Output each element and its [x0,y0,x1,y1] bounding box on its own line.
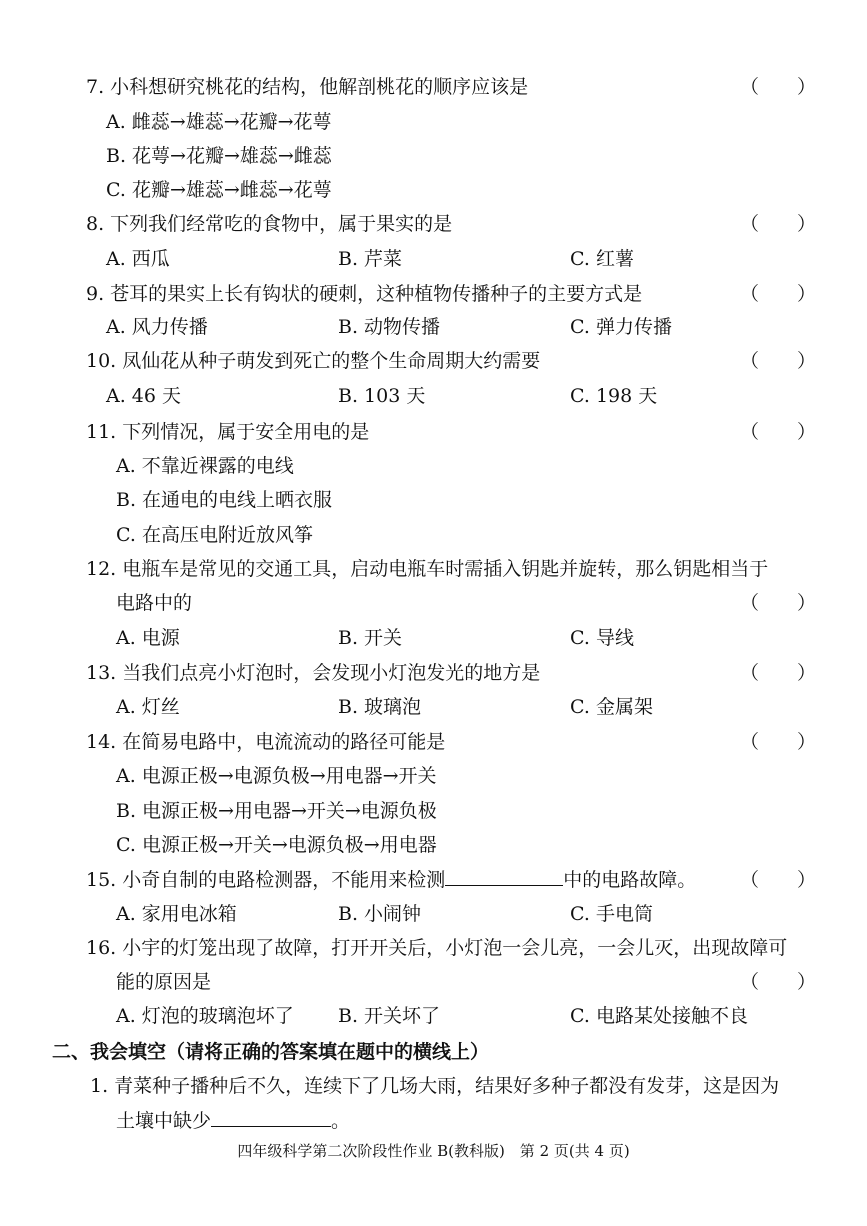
fill-question-1-line-2 [116,1107,350,1135]
question-11-option-c: C. 在高压电附近放风筝 [116,524,313,546]
page-footer: 四年级科学第二次阶段性作业 B(教科版) 第 2 页(共 4 页) [237,1142,630,1160]
question-15-option-c: C. 手电筒 [570,903,653,925]
question-13-stem: 13. 当我们点亮小灯泡时，会发现小灯泡发光的地方是 [86,662,541,684]
question-14-answer-bracket[interactable]: （ ） [740,731,817,753]
question-10-option-c: C. 198 天 [570,385,658,407]
question-14-option-c: C. 电源正极→开关→电源负极→用电器 [116,834,437,856]
question-10-option-a: A. 46 天 [106,385,182,407]
question-14-option-a: A. 电源正极→电源负极→用电器→开关 [116,765,437,787]
question-9-stem: 9. 苍耳的果实上长有钩状的硬刺，这种植物传播种子的主要方式是 [86,283,643,305]
question-7-option-b: B. 花萼→花瓣→雄蕊→雌蕊 [106,145,332,167]
question-13-option-b: B. 玻璃泡 [338,696,422,718]
question-12-option-b: B. 开关 [338,627,403,649]
question-10-answer-bracket[interactable]: （ ） [740,350,817,372]
question-7-answer-bracket[interactable]: （ ） [740,76,817,98]
question-13-answer-bracket[interactable]: （ ） [740,662,817,684]
question-15-stem [86,866,696,894]
question-8-answer-bracket[interactable]: （ ） [740,213,817,235]
question-11-option-a: A. 不靠近裸露的电线 [116,455,294,477]
question-15-stem-after: 中的电路故障。 [563,869,697,891]
question-9-option-c: C. 弹力传播 [570,316,672,338]
question-9-option-b: B. 动物传播 [338,316,441,338]
question-14-option-b: B. 电源正极→用电器→开关→电源负极 [116,800,437,822]
fill-question-1-line-1: 1. 青菜种子播种后不久，连续下了几场大雨，结果好多种子都没有发芽，这是因为 [90,1075,780,1097]
fill-question-1-answer-blank[interactable] [211,1108,331,1127]
question-15-answer-blank[interactable] [445,867,563,886]
question-16-option-c: C. 电路某处接触不良 [570,1005,748,1027]
question-16-stem-continued: 能的原因是 [116,971,212,993]
question-12-stem-continued: 电路中的 [116,592,193,614]
question-14-stem: 14. 在简易电路中，电流流动的路径可能是 [86,731,446,753]
question-16-option-b: B. 开关坏了 [338,1005,441,1027]
question-15-option-b: B. 小闹钟 [338,903,422,925]
question-16-option-a: A. 灯泡的玻璃泡坏了 [116,1005,294,1027]
question-16-stem: 16. 小宇的灯笼出现了故障，打开开关后，小灯泡一会儿亮，一会儿灭，出现故障可 [86,937,788,959]
question-7-option-c: C. 花瓣→雄蕊→雌蕊→花萼 [106,179,332,201]
fill-question-1-before: 土壤中缺少 [116,1110,212,1132]
question-12-answer-bracket[interactable]: （ ） [740,592,817,614]
question-8-option-c: C. 红薯 [570,248,634,270]
fill-question-1-after: 。 [331,1110,351,1132]
question-15-answer-bracket[interactable]: （ ） [740,869,817,891]
question-11-option-b: B. 在通电的电线上晒衣服 [116,489,333,511]
question-8-option-a: A. 西瓜 [106,248,170,270]
question-7-option-a: A. 雌蕊→雄蕊→花瓣→花萼 [106,111,332,133]
question-7-stem: 7. 小科想研究桃花的结构，他解剖桃花的顺序应该是 [86,76,529,98]
question-8-option-b: B. 芹菜 [338,248,403,270]
question-9-option-a: A. 风力传播 [106,316,208,338]
question-12-option-c: C. 导线 [570,627,634,649]
question-11-answer-bracket[interactable]: （ ） [740,421,817,443]
question-15-option-a: A. 家用电冰箱 [116,903,237,925]
question-13-option-a: A. 灯丝 [116,696,180,718]
question-12-stem: 12. 电瓶车是常见的交通工具，启动电瓶车时需插入钥匙并旋转，那么钥匙相当于 [86,558,769,580]
section-2-heading: 二、我会填空（请将正确的答案填在题中的横线上） [52,1041,490,1063]
question-16-answer-bracket[interactable]: （ ） [740,971,817,993]
question-11-stem: 11. 下列情况，属于安全用电的是 [86,421,370,443]
question-12-option-a: A. 电源 [116,627,180,649]
question-9-answer-bracket[interactable]: （ ） [740,283,817,305]
question-10-option-b: B. 103 天 [338,385,426,407]
question-8-stem: 8. 下列我们经常吃的食物中，属于果实的是 [86,213,453,235]
question-10-stem: 10. 凤仙花从种子萌发到死亡的整个生命周期大约需要 [86,350,541,372]
question-13-option-c: C. 金属架 [570,696,653,718]
question-15-stem-before: 15. 小奇自制的电路检测器，不能用来检测 [86,869,446,891]
